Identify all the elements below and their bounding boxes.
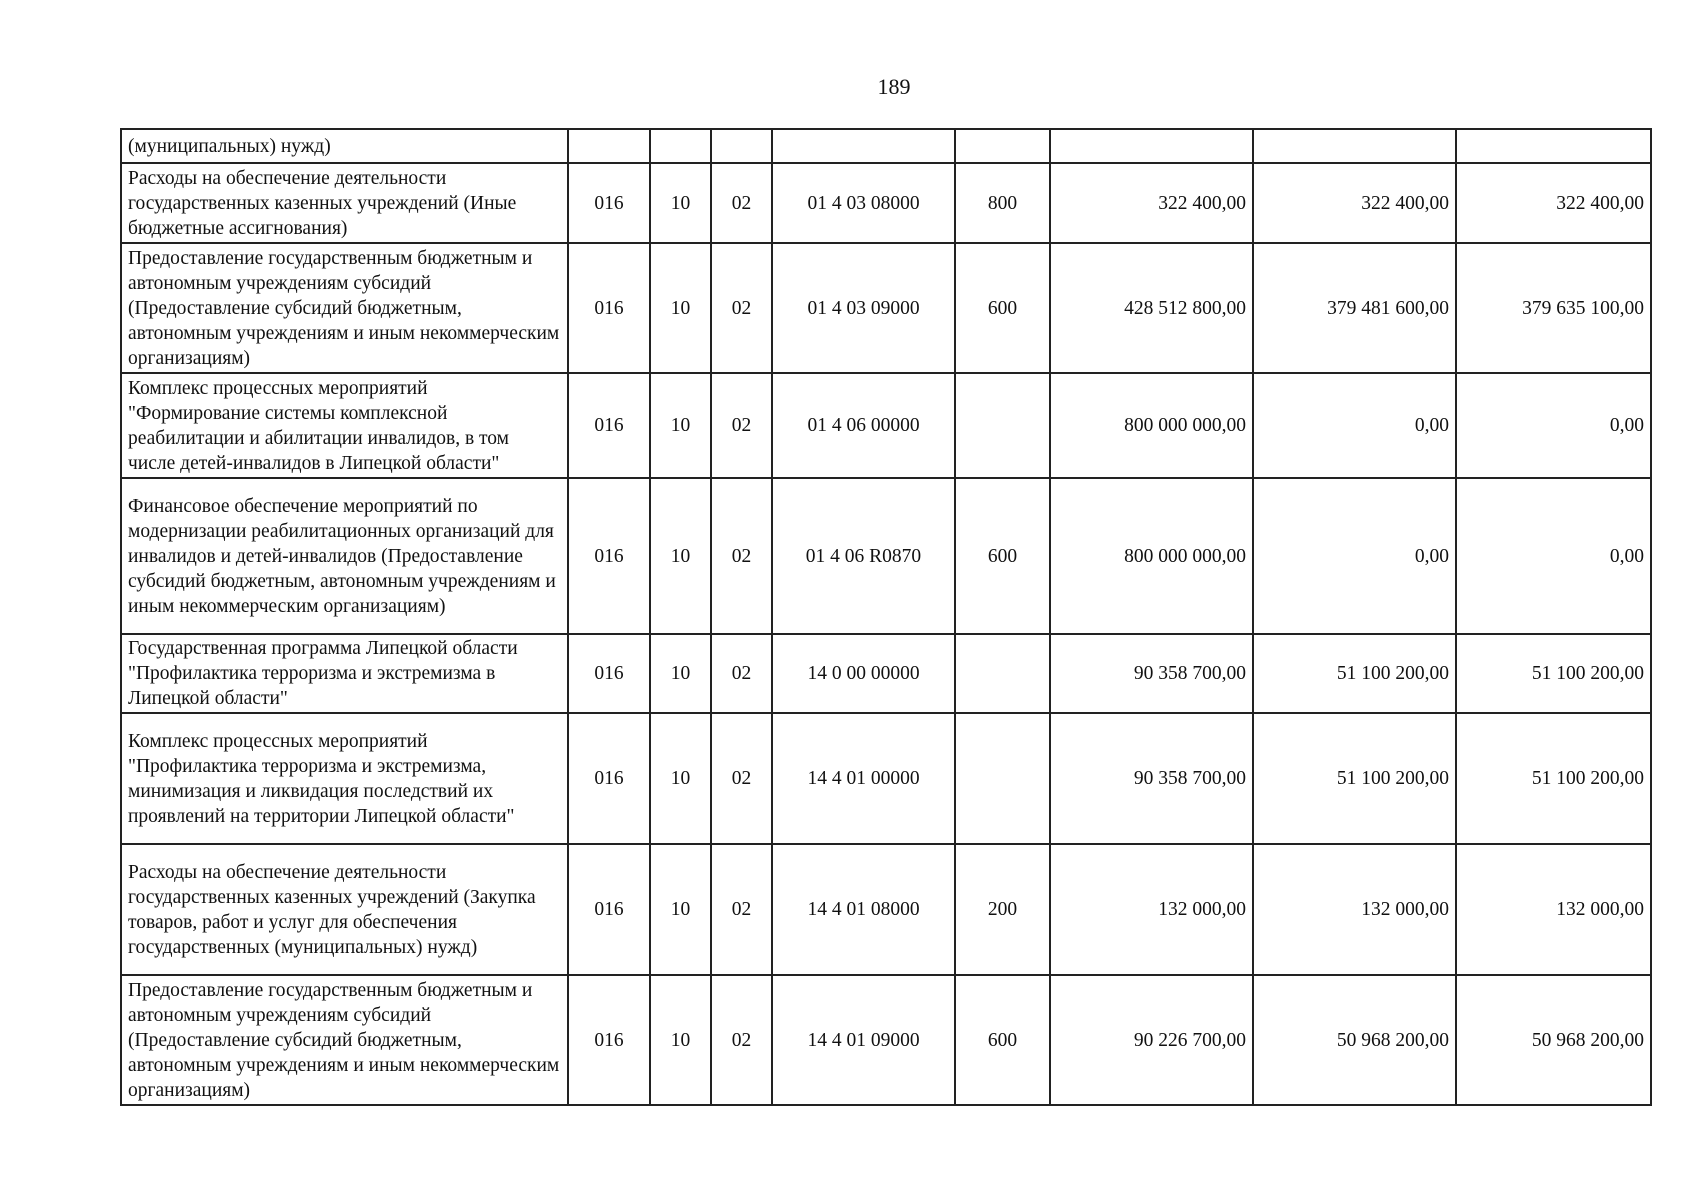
expense-type-code: 600	[955, 478, 1050, 634]
target-article-code: 01 4 03 09000	[772, 243, 955, 373]
amount-year-3: 0,00	[1456, 478, 1651, 634]
amount-year-1: 90 358 700,00	[1050, 713, 1253, 844]
target-article-code: 14 4 01 09000	[772, 975, 955, 1105]
amount-year-1: 90 358 700,00	[1050, 634, 1253, 713]
amount-year-2: 0,00	[1253, 373, 1456, 478]
section-code: 10	[650, 975, 711, 1105]
amount-year-2: 379 481 600,00	[1253, 243, 1456, 373]
expense-type-code	[955, 713, 1050, 844]
section-code: 10	[650, 634, 711, 713]
subsection-code: 02	[711, 634, 772, 713]
section-code: 10	[650, 243, 711, 373]
expense-type-code: 600	[955, 243, 1050, 373]
table-row	[121, 373, 1651, 478]
amount-year-1: 132 000,00	[1050, 844, 1253, 975]
amount-year-2: 0,00	[1253, 478, 1456, 634]
table-row	[121, 478, 1651, 634]
row-description: Предоставление государственным бюджетным и автономным учреждениям субсидий (Предоставление субсидий бюджетным, автономным учреждениям и иным некоммерческим организациям)	[121, 243, 568, 373]
amount-year-3: 379 635 100,00	[1456, 243, 1651, 373]
amount-year-3: 50 968 200,00	[1456, 975, 1651, 1105]
amount-year-1: 428 512 800,00	[1050, 243, 1253, 373]
ministry-code: 016	[568, 243, 650, 373]
amount-year-2: 51 100 200,00	[1253, 713, 1456, 844]
expense-type-code: 200	[955, 844, 1050, 975]
table-row	[121, 634, 1651, 713]
target-article-code: 14 4 01 00000	[772, 713, 955, 844]
expense-type-code	[955, 129, 1050, 163]
amount-year-2: 132 000,00	[1253, 844, 1456, 975]
amount-year-2: 50 968 200,00	[1253, 975, 1456, 1105]
subsection-code	[711, 129, 772, 163]
expense-type-code	[955, 373, 1050, 478]
table-body	[121, 129, 1651, 1105]
row-description: Комплекс процессных мероприятий "Профилактика терроризма и экстремизма, минимизация и ликвидация последствий их проявлений на территории Липецкой области"	[121, 713, 568, 844]
subsection-code: 02	[711, 163, 772, 243]
target-article-code: 01 4 06 R0870	[772, 478, 955, 634]
table-row	[121, 975, 1651, 1105]
target-article-code: 14 0 00 00000	[772, 634, 955, 713]
row-description: Предоставление государственным бюджетным и автономным учреждениям субсидий (Предоставление субсидий бюджетным, автономным учреждениям и иным некоммерческим организациям)	[121, 975, 568, 1105]
amount-year-3: 51 100 200,00	[1456, 713, 1651, 844]
ministry-code	[568, 129, 650, 163]
amount-year-1: 800 000 000,00	[1050, 478, 1253, 634]
amount-year-3: 322 400,00	[1456, 163, 1651, 243]
expense-type-code	[955, 634, 1050, 713]
expense-type-code: 600	[955, 975, 1050, 1105]
target-article-code: 14 4 01 08000	[772, 844, 955, 975]
target-article-code: 01 4 03 08000	[772, 163, 955, 243]
expense-type-code: 800	[955, 163, 1050, 243]
amount-year-1: 322 400,00	[1050, 163, 1253, 243]
table-row	[121, 129, 1651, 163]
subsection-code: 02	[711, 373, 772, 478]
section-code: 10	[650, 844, 711, 975]
table-row	[121, 844, 1651, 975]
ministry-code: 016	[568, 975, 650, 1105]
amount-year-3: 132 000,00	[1456, 844, 1651, 975]
table-row	[121, 713, 1651, 844]
amount-year-1: 800 000 000,00	[1050, 373, 1253, 478]
amount-year-3	[1456, 129, 1651, 163]
section-code: 10	[650, 713, 711, 844]
page-number: 189	[877, 74, 911, 99]
table-row	[121, 163, 1651, 243]
section-code: 10	[650, 373, 711, 478]
target-article-code	[772, 129, 955, 163]
subsection-code: 02	[711, 713, 772, 844]
subsection-code: 02	[711, 478, 772, 634]
ministry-code: 016	[568, 844, 650, 975]
amount-year-2: 51 100 200,00	[1253, 634, 1456, 713]
row-description: Расходы на обеспечение деятельности государственных казенных учреждений (Иные бюджетные ассигнования)	[121, 163, 568, 243]
row-description: Финансовое обеспечение мероприятий по модернизации реабилитационных организаций для инвалидов и детей-инвалидов (Предоставление субсидий бюджетным, автономным учреждениям и иным некоммерческим организациям)	[121, 478, 568, 634]
row-description: Государственная программа Липецкой области "Профилактика терроризма и экстремизма в Липецкой области"	[121, 634, 568, 713]
amount-year-3: 51 100 200,00	[1456, 634, 1651, 713]
amount-year-2: 322 400,00	[1253, 163, 1456, 243]
ministry-code: 016	[568, 373, 650, 478]
table-row	[121, 243, 1651, 373]
ministry-code: 016	[568, 478, 650, 634]
section-code: 10	[650, 163, 711, 243]
ministry-code: 016	[568, 713, 650, 844]
ministry-code: 016	[568, 634, 650, 713]
section-code: 10	[650, 478, 711, 634]
row-description: Расходы на обеспечение деятельности государственных казенных учреждений (Закупка товаров, работ и услуг для обеспечения государственных (муниципальных) нужд)	[121, 844, 568, 975]
row-description: Комплекс процессных мероприятий "Формирование системы комплексной реабилитации и абилитации инвалидов, в том числе детей-инвалидов в Липецкой области"	[121, 373, 568, 478]
ministry-code: 016	[568, 163, 650, 243]
budget-table	[120, 128, 1652, 1106]
amount-year-1	[1050, 129, 1253, 163]
subsection-code: 02	[711, 243, 772, 373]
section-code	[650, 129, 711, 163]
target-article-code: 01 4 06 00000	[772, 373, 955, 478]
amount-year-1: 90 226 700,00	[1050, 975, 1253, 1105]
row-description: (муниципальных) нужд)	[121, 129, 568, 163]
amount-year-3: 0,00	[1456, 373, 1651, 478]
amount-year-2	[1253, 129, 1456, 163]
subsection-code: 02	[711, 844, 772, 975]
subsection-code: 02	[711, 975, 772, 1105]
